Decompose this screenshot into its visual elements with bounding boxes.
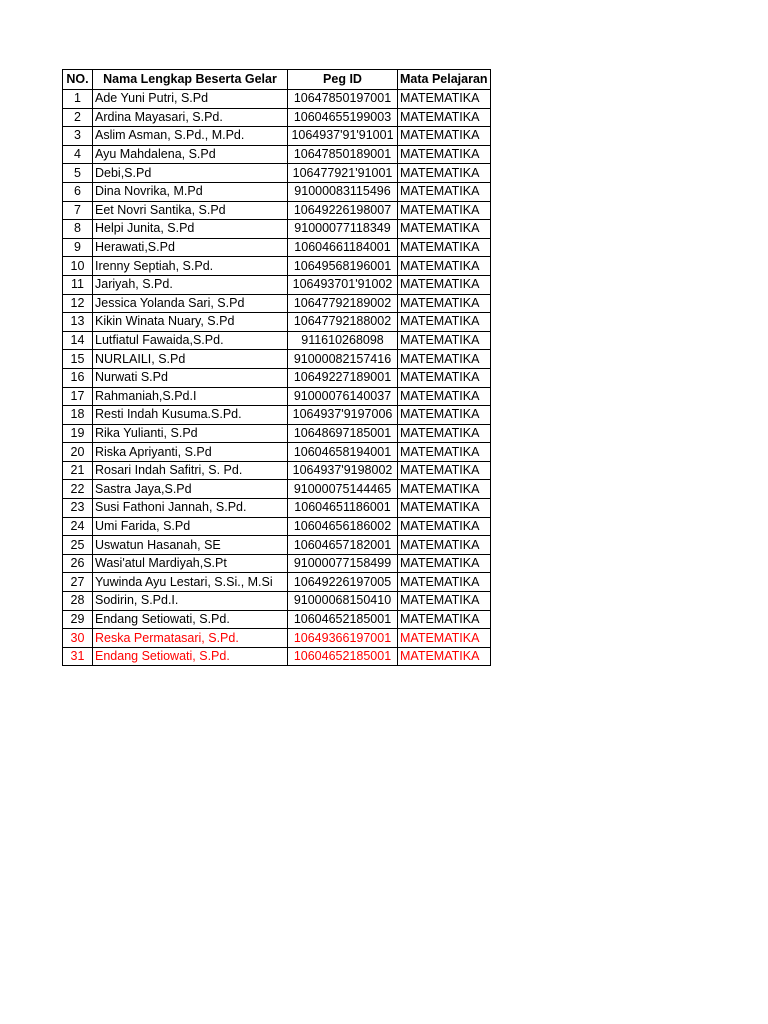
teacher-name: Eet Novri Santika, S.Pd (93, 201, 288, 220)
table-row (63, 108, 491, 127)
row-number: 8 (63, 220, 93, 239)
peg-id: 10604658194001 (288, 443, 398, 462)
subject: MATEMATIKA (398, 201, 491, 220)
subject: MATEMATIKA (398, 629, 491, 648)
table-row (63, 331, 491, 350)
subject: MATEMATIKA (398, 127, 491, 146)
subject: MATEMATIKA (398, 294, 491, 313)
row-number: 9 (63, 238, 93, 257)
table-row (63, 517, 491, 536)
teacher-name: Ade Yuni Putri, S.Pd (93, 90, 288, 109)
table-row (63, 201, 491, 220)
peg-id: 10649568196001 (288, 257, 398, 276)
subject: MATEMATIKA (398, 108, 491, 127)
row-number: 31 (63, 647, 93, 666)
table-row (63, 368, 491, 387)
row-number: 7 (63, 201, 93, 220)
row-number: 2 (63, 108, 93, 127)
subject: MATEMATIKA (398, 592, 491, 611)
table-body (63, 90, 491, 666)
subject: MATEMATIKA (398, 573, 491, 592)
row-number: 30 (63, 629, 93, 648)
row-number: 13 (63, 313, 93, 332)
table-row (63, 443, 491, 462)
teacher-name: Wasi'atul Mardiyah,S.Pt (93, 554, 288, 573)
peg-id: 1064937'91'91001 (288, 127, 398, 146)
peg-id: 91000077118349 (288, 220, 398, 239)
peg-id: 10604655199003 (288, 108, 398, 127)
table-row (63, 145, 491, 164)
row-number: 1 (63, 90, 93, 109)
peg-id: 10604652185001 (288, 647, 398, 666)
row-number: 3 (63, 127, 93, 146)
teacher-name: Ayu Mahdalena, S.Pd (93, 145, 288, 164)
row-number: 6 (63, 182, 93, 201)
subject: MATEMATIKA (398, 554, 491, 573)
peg-id: 10649226197005 (288, 573, 398, 592)
subject: MATEMATIKA (398, 331, 491, 350)
row-number: 4 (63, 145, 93, 164)
teacher-name: Aslim Asman, S.Pd., M.Pd. (93, 127, 288, 146)
row-number: 11 (63, 275, 93, 294)
teacher-name: Helpi Junita, S.Pd (93, 220, 288, 239)
table-row (63, 294, 491, 313)
row-number: 22 (63, 480, 93, 499)
teacher-name: Susi Fathoni Jannah, S.Pd. (93, 499, 288, 518)
header-peg-id: Peg ID (288, 70, 398, 90)
peg-id: 10604661184001 (288, 238, 398, 257)
subject: MATEMATIKA (398, 536, 491, 555)
row-number: 17 (63, 387, 93, 406)
peg-id: 10647792188002 (288, 313, 398, 332)
peg-id: 91000076140037 (288, 387, 398, 406)
header-row (63, 70, 491, 90)
row-number: 23 (63, 499, 93, 518)
row-number: 21 (63, 461, 93, 480)
peg-id: 91000075144465 (288, 480, 398, 499)
peg-id: 10604651186001 (288, 499, 398, 518)
subject: MATEMATIKA (398, 406, 491, 425)
table-row (63, 629, 491, 648)
table-row (63, 238, 491, 257)
peg-id: 10649227189001 (288, 368, 398, 387)
subject: MATEMATIKA (398, 499, 491, 518)
teacher-table (62, 69, 491, 666)
subject: MATEMATIKA (398, 387, 491, 406)
teacher-name: Nurwati S.Pd (93, 368, 288, 387)
teacher-name: Uswatun Hasanah, SE (93, 536, 288, 555)
teacher-name: Lutfiatul Fawaida,S.Pd. (93, 331, 288, 350)
table-row (63, 424, 491, 443)
table-row (63, 573, 491, 592)
row-number: 25 (63, 536, 93, 555)
teacher-name: Rahmaniah,S.Pd.I (93, 387, 288, 406)
subject: MATEMATIKA (398, 461, 491, 480)
row-number: 19 (63, 424, 93, 443)
teacher-name: Endang Setiowati, S.Pd. (93, 647, 288, 666)
table-row (63, 313, 491, 332)
peg-id: 91000068150410 (288, 592, 398, 611)
subject: MATEMATIKA (398, 480, 491, 499)
table-row (63, 592, 491, 611)
table-row (63, 275, 491, 294)
subject: MATEMATIKA (398, 275, 491, 294)
row-number: 10 (63, 257, 93, 276)
teacher-name: Endang Setiowati, S.Pd. (93, 610, 288, 629)
subject: MATEMATIKA (398, 257, 491, 276)
teacher-name: Reska Permatasari, S.Pd. (93, 629, 288, 648)
peg-id: 911610268098 (288, 331, 398, 350)
subject: MATEMATIKA (398, 238, 491, 257)
peg-id: 10604656186002 (288, 517, 398, 536)
subject: MATEMATIKA (398, 647, 491, 666)
table-row (63, 647, 491, 666)
subject: MATEMATIKA (398, 350, 491, 369)
subject: MATEMATIKA (398, 220, 491, 239)
row-number: 27 (63, 573, 93, 592)
table-row (63, 164, 491, 183)
peg-id: 10604657182001 (288, 536, 398, 555)
peg-id: 10649226198007 (288, 201, 398, 220)
peg-id: 1064937'9198002 (288, 461, 398, 480)
subject: MATEMATIKA (398, 164, 491, 183)
peg-id: 10604652185001 (288, 610, 398, 629)
subject: MATEMATIKA (398, 368, 491, 387)
peg-id: 106477921'91001 (288, 164, 398, 183)
row-number: 28 (63, 592, 93, 611)
table-row (63, 499, 491, 518)
teacher-name: Rosari Indah Safitri, S. Pd. (93, 461, 288, 480)
table-row (63, 182, 491, 201)
peg-id: 10647792189002 (288, 294, 398, 313)
peg-id: 1064937'9197006 (288, 406, 398, 425)
subject: MATEMATIKA (398, 145, 491, 164)
teacher-name: Sodirin, S.Pd.I. (93, 592, 288, 611)
peg-id: 10648697185001 (288, 424, 398, 443)
peg-id: 91000083115496 (288, 182, 398, 201)
table-row (63, 461, 491, 480)
row-number: 24 (63, 517, 93, 536)
table-row (63, 554, 491, 573)
table-row (63, 220, 491, 239)
row-number: 16 (63, 368, 93, 387)
header-subject: Mata Pelajaran (398, 70, 491, 90)
header-name: Nama Lengkap Beserta Gelar (93, 70, 288, 90)
peg-id: 106493701'91002 (288, 275, 398, 294)
row-number: 5 (63, 164, 93, 183)
peg-id: 91000077158499 (288, 554, 398, 573)
table-row (63, 127, 491, 146)
row-number: 15 (63, 350, 93, 369)
table-row (63, 257, 491, 276)
table-row (63, 610, 491, 629)
peg-id: 10647850197001 (288, 90, 398, 109)
teacher-name: Jessica Yolanda Sari, S.Pd (93, 294, 288, 313)
table-row (63, 406, 491, 425)
teacher-name: Resti Indah Kusuma.S.Pd. (93, 406, 288, 425)
subject: MATEMATIKA (398, 517, 491, 536)
row-number: 18 (63, 406, 93, 425)
table-row (63, 387, 491, 406)
teacher-name: Sastra Jaya,S.Pd (93, 480, 288, 499)
subject: MATEMATIKA (398, 182, 491, 201)
row-number: 20 (63, 443, 93, 462)
row-number: 14 (63, 331, 93, 350)
subject: MATEMATIKA (398, 610, 491, 629)
teacher-name: Irenny Septiah, S.Pd. (93, 257, 288, 276)
subject: MATEMATIKA (398, 90, 491, 109)
row-number: 29 (63, 610, 93, 629)
subject: MATEMATIKA (398, 313, 491, 332)
header-no: NO. (63, 70, 93, 90)
teacher-name: Debi,S.Pd (93, 164, 288, 183)
teacher-name: Jariyah, S.Pd. (93, 275, 288, 294)
teacher-name: Herawati,S.Pd (93, 238, 288, 257)
peg-id: 91000082157416 (288, 350, 398, 369)
table-row (63, 536, 491, 555)
teacher-name: Riska Apriyanti, S.Pd (93, 443, 288, 462)
peg-id: 10649366197001 (288, 629, 398, 648)
teacher-name: Ardina Mayasari, S.Pd. (93, 108, 288, 127)
teacher-name: Kikin Winata Nuary, S.Pd (93, 313, 288, 332)
teacher-name: Dina Novrika, M.Pd (93, 182, 288, 201)
subject: MATEMATIKA (398, 424, 491, 443)
teacher-name: Umi Farida, S.Pd (93, 517, 288, 536)
teacher-name: Rika Yulianti, S.Pd (93, 424, 288, 443)
peg-id: 10647850189001 (288, 145, 398, 164)
table-row (63, 350, 491, 369)
row-number: 12 (63, 294, 93, 313)
row-number: 26 (63, 554, 93, 573)
teacher-name: Yuwinda Ayu Lestari, S.Si., M.Si (93, 573, 288, 592)
teacher-name: NURLAILI, S.Pd (93, 350, 288, 369)
subject: MATEMATIKA (398, 443, 491, 462)
table-row (63, 90, 491, 109)
table-row (63, 480, 491, 499)
